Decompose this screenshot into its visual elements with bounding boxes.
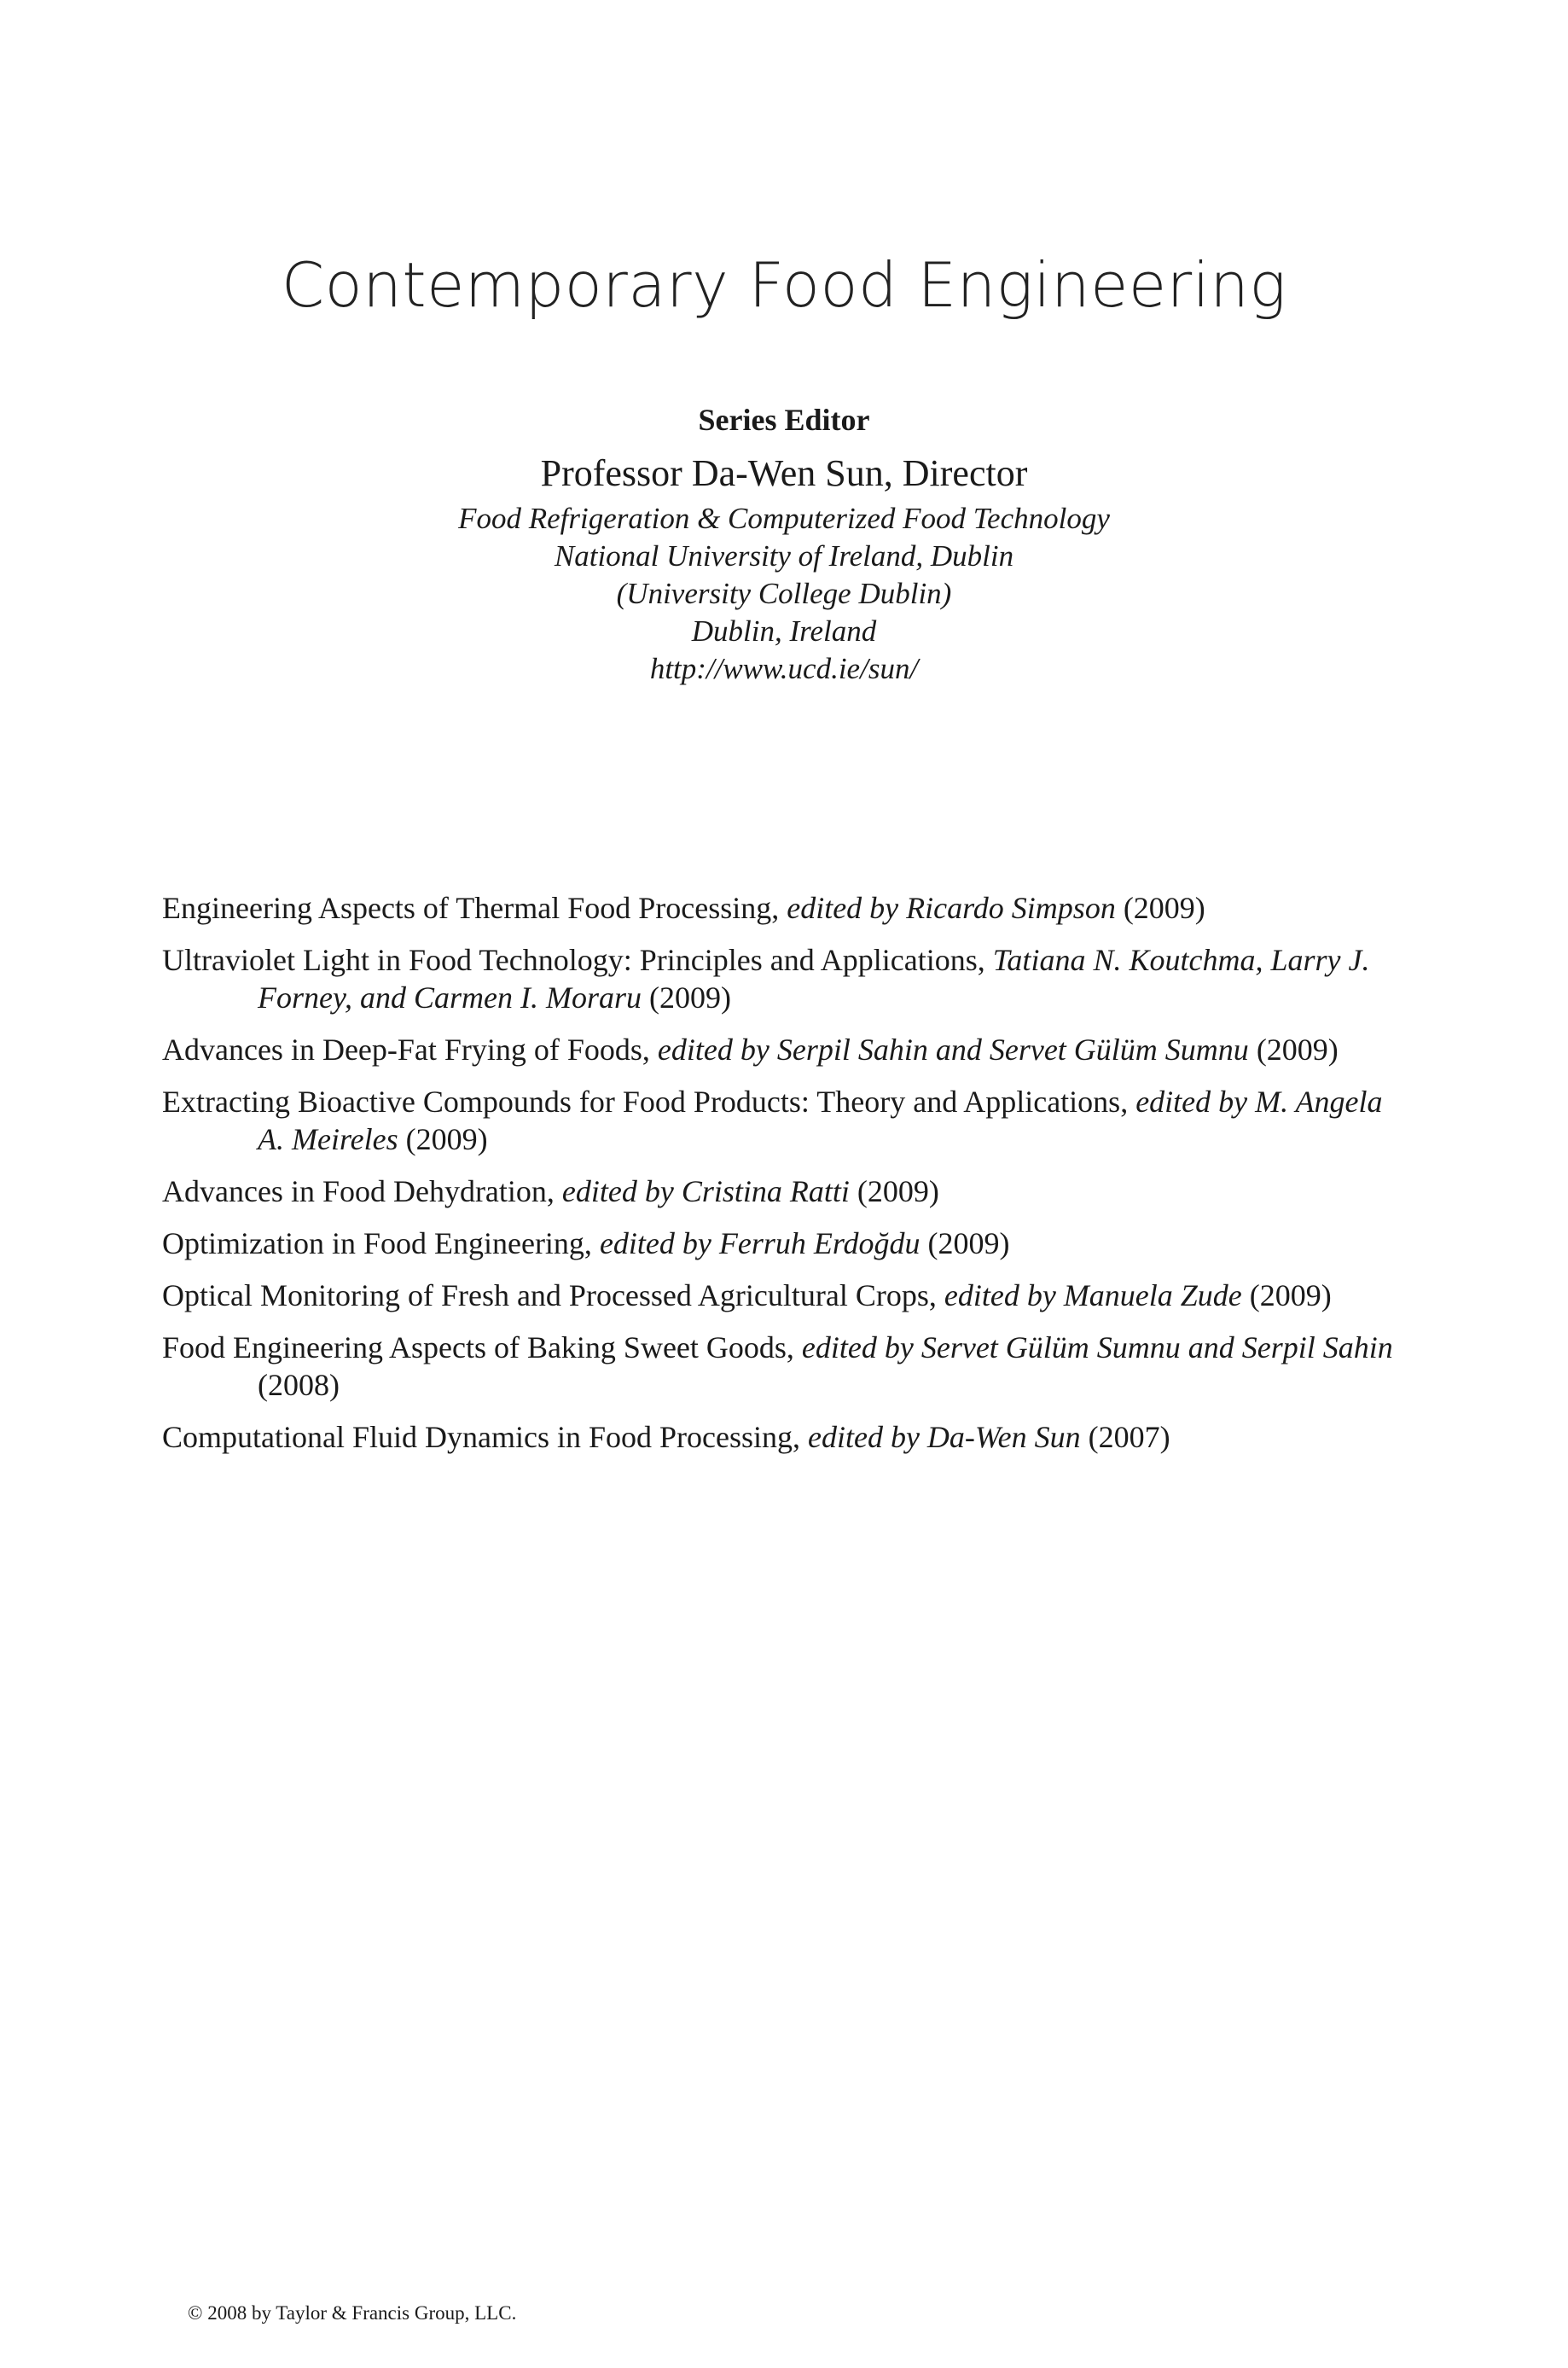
book-entry bbox=[162, 941, 1408, 1016]
book-title: Ultraviolet Light in Food Technology: Principles and Applications, bbox=[162, 943, 993, 977]
book-year: (2009) bbox=[641, 980, 731, 1015]
book-authors: edited by Manuela Zude bbox=[944, 1278, 1242, 1312]
affiliation-url: http://www.ucd.ie/sun/ bbox=[649, 652, 919, 685]
book-entry bbox=[162, 1031, 1408, 1068]
book-entry bbox=[162, 1225, 1408, 1262]
book-authors: edited by Da-Wen Sun bbox=[807, 1420, 1081, 1454]
book-title: Optical Monitoring of Fresh and Processed Agricultural Crops, bbox=[162, 1278, 944, 1312]
book-title: Advances in Food Dehydration, bbox=[162, 1174, 562, 1208]
book-year: (2009) bbox=[398, 1122, 488, 1156]
affiliation-line: Food Refrigeration & Computerized Food Technology bbox=[458, 502, 1110, 535]
series-title: Contemporary Food Engineering bbox=[281, 249, 1287, 321]
book-authors: edited by Ferruh Erdoğdu bbox=[599, 1226, 920, 1260]
book-entry bbox=[162, 889, 1408, 927]
book-authors: Tatiana N. Koutchma, Larry J. Forney, and Carmen I. Moraru bbox=[258, 943, 1370, 1015]
book-title: Optimization in Food Engineering, bbox=[162, 1226, 600, 1260]
affiliation-line: Dublin, Ireland bbox=[691, 614, 877, 648]
book-entry bbox=[162, 1329, 1408, 1404]
book-title: Food Engineering Aspects of Baking Sweet Goods, bbox=[162, 1330, 802, 1364]
book-entry bbox=[162, 1172, 1408, 1210]
book-year: (2008) bbox=[258, 1368, 340, 1402]
book-title: Extracting Bioactive Compounds for Food Products: Theory and Applications, bbox=[162, 1085, 1136, 1119]
series-editor-label: Series Editor bbox=[698, 403, 870, 437]
book-entry bbox=[162, 1083, 1408, 1158]
book-title: Engineering Aspects of Thermal Food Processing, bbox=[162, 891, 787, 925]
book-authors: edited by Cristina Ratti bbox=[561, 1174, 850, 1208]
book-year: (2009) bbox=[849, 1174, 939, 1208]
book-year: (2007) bbox=[1080, 1420, 1170, 1454]
book-year: (2009) bbox=[1248, 1033, 1339, 1067]
affiliation-line: National University of Ireland, Dublin bbox=[554, 539, 1014, 573]
book-authors: edited by Ricardo Simpson bbox=[787, 891, 1116, 925]
series-editor-block bbox=[0, 401, 1568, 688]
book-authors: edited by Servet Gülüm Sumnu and Serpil Sahin bbox=[801, 1330, 1393, 1364]
affiliation-line: (University College Dublin) bbox=[616, 577, 952, 610]
book-list bbox=[162, 889, 1408, 1470]
book-authors: edited by Serpil Sahin and Servet Gülüm Sumnu bbox=[657, 1033, 1249, 1067]
book-title: Computational Fluid Dynamics in Food Processing, bbox=[162, 1420, 808, 1454]
book-entry bbox=[162, 1418, 1408, 1456]
book-title: Advances in Deep-Fat Frying of Foods, bbox=[162, 1033, 658, 1067]
book-year: (2009) bbox=[920, 1226, 1010, 1260]
book-authors: edited by M. Angela A. Meireles bbox=[258, 1085, 1383, 1156]
copyright-notice: © 2008 by Taylor & Francis Group, LLC. bbox=[188, 2302, 517, 2324]
series-editor-name: Professor Da-Wen Sun, Director bbox=[540, 452, 1028, 494]
book-year: (2009) bbox=[1115, 891, 1205, 925]
book-entry bbox=[162, 1277, 1408, 1314]
book-year: (2009) bbox=[1241, 1278, 1332, 1312]
